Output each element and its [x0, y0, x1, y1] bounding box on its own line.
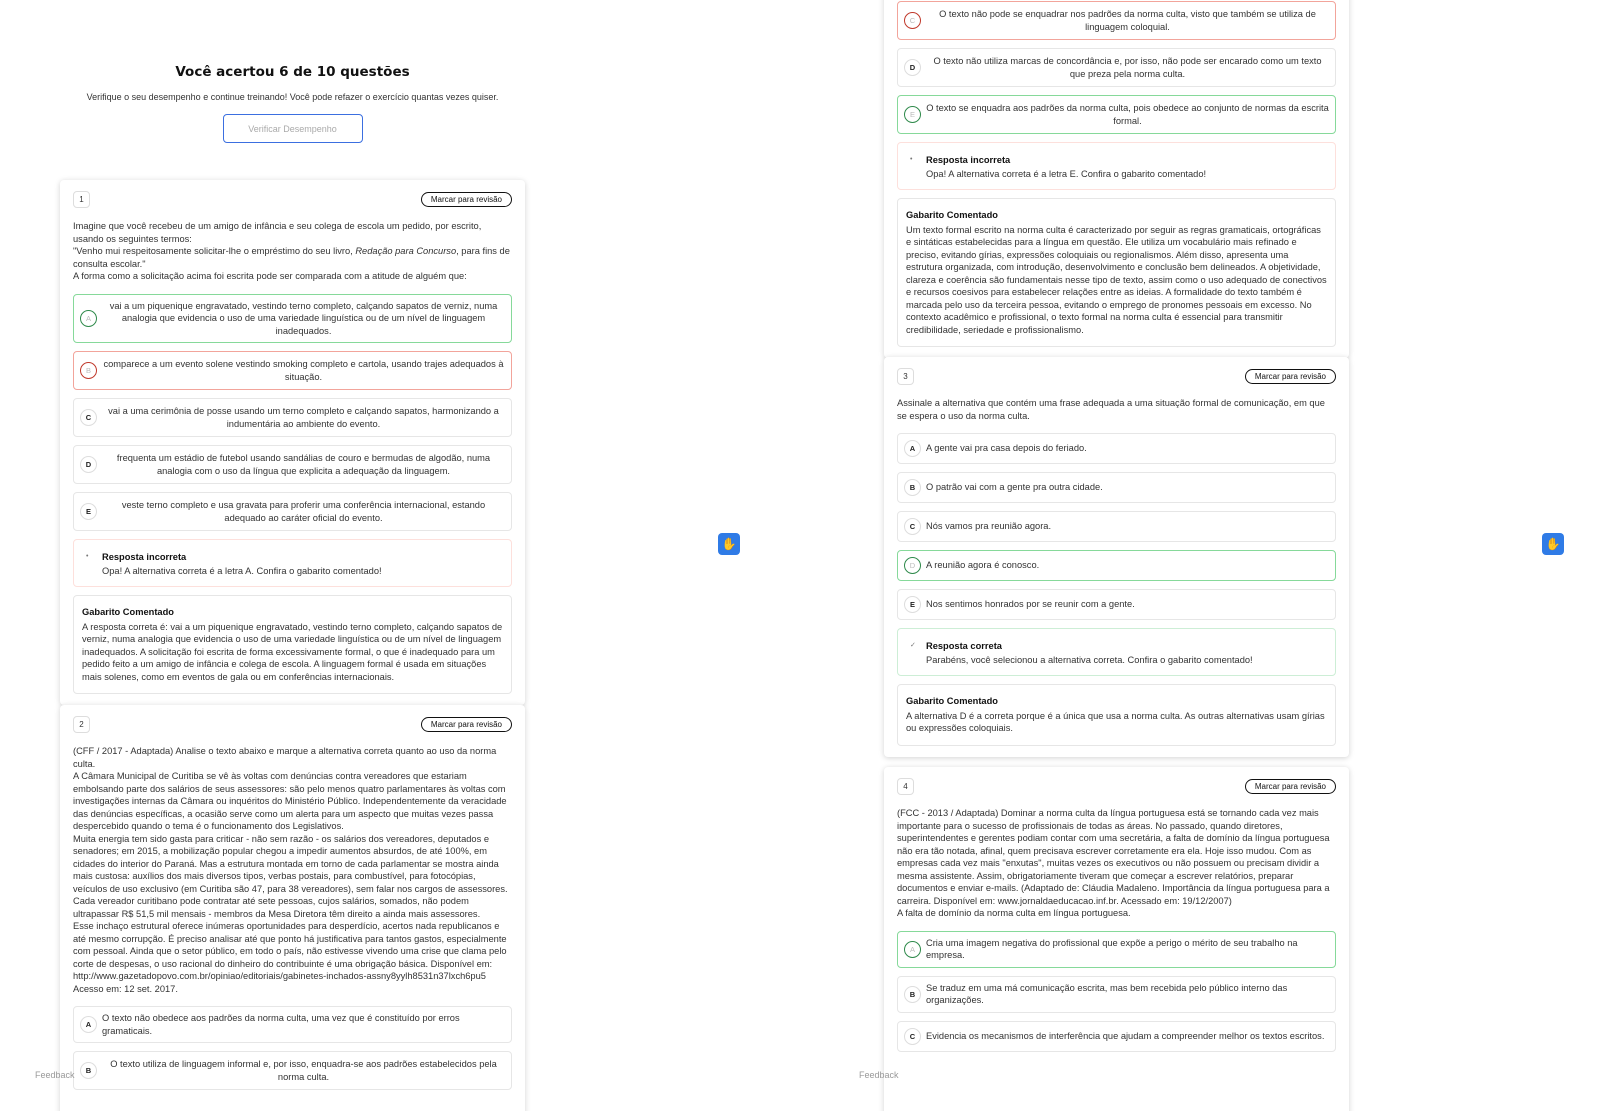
- commented-answer: [897, 684, 1336, 746]
- question-card-3: [884, 357, 1349, 757]
- verify-performance-button[interactable]: Verificar Desempenho: [223, 114, 363, 143]
- option-letter: C: [904, 518, 921, 535]
- option-b[interactable]: [73, 1051, 512, 1090]
- right-panel: [801, 0, 1602, 1111]
- option-a[interactable]: [897, 433, 1336, 464]
- feedback-title: Resposta correta: [926, 641, 1002, 651]
- commented-answer-title: Gabarito Comentado: [82, 607, 174, 617]
- statement-text: A Câmara Municipal de Curitiba se vê às voltas com denúncias contra vereadores que estariam embolsando parte dos salários de seus assessores: são pelo menos quatro parlamentares às voltas com investigações internas da Câmara ou inquéritos do Ministério Público. Independentemente da veracidade das denúncias específicas, a ocasião serve como um alerta para um aspecto que muitas vezes passa despercebido quando o tema é o funcionamento dos Legislativos.: [73, 771, 507, 831]
- book-title: Redação para Concurso: [355, 246, 457, 256]
- x-icon: •: [910, 156, 913, 163]
- option-a[interactable]: [73, 294, 512, 344]
- commented-answer-text: Um texto formal escrito na norma culta é caracterizado por seguir as regras gramaticais, ortográficas e sintáticas estabelecidas para a língua em questão. Ele utiliza um vocabulário mais refinado e preciso, evitando gírias, expressões coloquiais ou regionalismos. Além disso, apresenta uma estrutura organizada, com introdução, desenvolvimento e conclusão bem delineados. A objetividade, clareza e coerência são fundamentais nesse tipo de texto, assim como o uso adequado de conectivos e recursos coesivos para estabelecer relações entre as ideias. A formalidade do texto também é marcada pelo uso da terceira pessoa, evitando o emprego de pronomes pessoais em excesso. No contexto acadêmico e profissional, o texto formal na norma culta é essencial para transmitir credibilidade, seriedade e profissionalismo.: [906, 224, 1327, 335]
- answer-feedback: [73, 539, 512, 587]
- feedback-text: Opa! A alternativa correta é a letra A. Confira o gabarito comentado!: [102, 566, 382, 576]
- option-letter: C: [904, 1028, 921, 1045]
- mark-for-review-button[interactable]: Marcar para revisão: [1245, 369, 1336, 384]
- feedback-title: Resposta incorreta: [926, 155, 1011, 165]
- score-title: Você acertou 6 de 10 questões: [175, 64, 410, 80]
- commented-answer-text: A resposta correta é: vai a um piquenique engravatado, vestindo terno completo, calçando sapatos de verniz, numa analogia que evidencia o uso de uma variedade linguística ou de um nível de linguagem inadequados. A solicitação foi escrita de forma excessivamente formal, o que é inadequado para um pedido feito a um amigo de infância e colega de escola. A linguagem formal é usada em situações mais solenes, como em eventos de gala ou em conferências internacionais.: [82, 621, 503, 682]
- option-text: O patrão vai com a gente pra outra cidade.: [926, 482, 1103, 493]
- option-a[interactable]: [73, 1006, 512, 1043]
- question-statement: [897, 807, 1336, 920]
- question-card-4: [884, 767, 1349, 1111]
- option-text: O texto não pode se enquadrar nos padrões da norma culta, visto que também se utiliza de linguagem coloquial.: [939, 9, 1316, 32]
- option-c[interactable]: [73, 398, 512, 437]
- option-b[interactable]: [897, 472, 1336, 503]
- option-letter: D: [80, 456, 97, 473]
- commented-answer: [73, 595, 512, 694]
- option-text: A reunião agora é conosco.: [926, 560, 1040, 571]
- option-text: O texto utiliza de linguagem informal e, por isso, enquadra-se aos padrões estabelecidos pela norma culta.: [110, 1059, 497, 1082]
- option-letter: D: [904, 557, 921, 574]
- option-letter: B: [80, 1062, 97, 1079]
- commented-answer-title: Gabarito Comentado: [906, 696, 998, 706]
- mark-for-review-button[interactable]: Marcar para revisão: [421, 192, 512, 207]
- accessibility-hand-icon[interactable]: ✋: [1542, 533, 1564, 555]
- question-statement: Assinale a alternativa que contém uma frase adequada a uma situação formal de comunicação, em que se espera o uso da norma culta.: [897, 398, 1325, 421]
- option-text: vai a uma cerimônia de posse usando um terno completo e calçando sapatos, harmonizando a indumentária ao ambiente do evento.: [108, 406, 499, 429]
- feedback-link[interactable]: Feedback: [859, 1070, 899, 1080]
- statement-text: "Venho mui respeitosamente solicitar-lhe o empréstimo do seu livro,: [73, 246, 356, 256]
- option-c[interactable]: [897, 511, 1336, 542]
- question-number: 1: [73, 191, 90, 208]
- option-letter: B: [904, 479, 921, 496]
- question-statement: [73, 220, 512, 283]
- option-text: O texto não utiliza marcas de concordância e, por isso, não pode ser encarado como um texto que preza pela norma culta.: [933, 56, 1322, 79]
- feedback-text: Opa! A alternativa correta é a letra E. Confira o gabarito comentado!: [926, 169, 1207, 179]
- option-e[interactable]: [897, 589, 1336, 620]
- mark-for-review-button[interactable]: Marcar para revisão: [421, 717, 512, 732]
- statement-text: (FCC - 2013 / Adaptada) Dominar a norma culta da língua portuguesa está se tornando cada vez mais importante para o sucesso de profissionais de todas as áreas. No passado, quando diretores, superintendentes e gerentes podiam contar com uma secretária, a falta de domínio da língua portuguesa não era tão notada, afinal, quem precisava escrever corretamente era ela. Hoje isso mudou. Com as empresas cada vez mais "enxutas", muitas vezes os executivos ou não possuem ou precisam dividir a mesma assistente. Assim, obrigatoriamente tiveram que começar a escrever relatórios, preparar documentos e enviar e-mails. (Adaptado de: Cláudia Madaleno. Importância da língua portuguesa para a carreira. Disponível em: www.jornaldaeducacao.inf.br. Acessado em: 19/12/2007): [897, 808, 1330, 906]
- question-card-2-continued: [884, 0, 1349, 358]
- commented-answer: [897, 198, 1336, 347]
- option-letter: C: [904, 12, 921, 29]
- option-letter: B: [80, 362, 97, 379]
- answer-feedback: [897, 628, 1336, 676]
- statement-text: A falta de domínio da norma culta em língua portuguesa.: [897, 908, 1131, 918]
- option-letter: E: [904, 596, 921, 613]
- option-text: Nós vamos pra reunião agora.: [926, 521, 1052, 532]
- option-letter: B: [904, 986, 921, 1003]
- statement-text: Muita energia tem sido gasta para criticar - não sem razão - os salários dos vereadores, deputados e senadores; em 2015, a mobilização popular chegou a impedir aumentos absurdos, de até 100%, em cidades do interior do Paraná. Mas a estrutura montada em torno de cada parlamentar se mostra ainda mais custosa: auxílios dos mais diversos tipos, verbas postais, para combustível, para fotocópias, veículos de uso exclusivo (em Curitiba são 47, para 38 vereadores), sem falar nos cargos de assessores. Cada vereador curitibano pode contratar até sete pessoas, cujos salários, somados, não podem ultrapassar R$ 51,5 mil mensais - membros da Mesa Diretora têm direito a ainda mais assessores.: [73, 833, 508, 919]
- option-letter: A: [80, 1016, 97, 1033]
- question-number: 2: [73, 716, 90, 733]
- option-d[interactable]: [73, 445, 512, 484]
- option-text: vai a um piquenique engravatado, vestindo terno completo, calçando sapatos de verniz, numa analogia que evidencia o uso de uma variedade linguística ou de um nível de linguagem inadequados.: [109, 300, 498, 336]
- statement-text: , para fins de consulta escolar.": [73, 246, 510, 269]
- x-icon: •: [86, 553, 89, 560]
- question-card-2: [60, 705, 525, 1111]
- statement-text: (CFF / 2017 - Adaptada) Analise o texto abaixo e marque a alternativa correta quanto ao uso da norma culta.: [73, 746, 497, 769]
- option-text: Nos sentimos honrados por se reunir com a gente.: [926, 599, 1135, 610]
- statement-text: Imagine que você recebeu de um amigo de infância e seu colega de escola um pedido, por escrito, usando os seguintes termos:: [73, 221, 482, 244]
- option-d[interactable]: [897, 48, 1336, 87]
- question-number: 3: [897, 368, 914, 385]
- statement-text: Esse inchaço estrutural oferece inúmeras oportunidades para desperdício, acertos nada republicanos e até mesmo corrupção. É preciso analisar até que ponto há justificativa para tantos gastos, especialmente com pessoal. Ainda que o setor público, em todo o país, não estivesse vivendo uma crise que clama pelo corte de despesas, o uso racional do dinheiro do contribuinte é uma obrigação básica. Disponível em: http://www.gazetadopovo.com.br/opiniao/editoriais/gabinetes-inchados-assny8yylh8531n37lxch6pu5 Acesso em: 12 set. 2017.: [73, 921, 507, 994]
- option-letter: A: [80, 310, 97, 327]
- feedback-text: Parabéns, você selecionou a alternativa correta. Confira o gabarito comentado!: [926, 655, 1253, 665]
- option-text: comparece a um evento solene vestindo smoking completo e cartola, usando trajes adequados à situação.: [103, 359, 504, 382]
- option-letter: A: [904, 440, 921, 457]
- option-text: Se traduz em uma má comunicação escrita, mas bem recebida pelo público interno das organizações.: [926, 982, 1288, 1005]
- option-d[interactable]: [897, 550, 1336, 581]
- result-header: [60, 64, 525, 143]
- option-a[interactable]: [897, 931, 1336, 968]
- option-c[interactable]: [897, 1021, 1336, 1052]
- option-letter: D: [904, 59, 921, 76]
- option-b[interactable]: [897, 976, 1336, 1013]
- option-c[interactable]: [897, 1, 1336, 40]
- option-text: veste terno completo e usa gravata para proferir uma conferência internacional, estando adequado ao caráter oficial do evento.: [121, 500, 486, 523]
- feedback-title: Resposta incorreta: [102, 552, 187, 562]
- answer-feedback: [897, 142, 1336, 190]
- option-text: A gente vai pra casa depois do feriado.: [926, 443, 1087, 454]
- option-e[interactable]: [897, 95, 1336, 134]
- mark-for-review-button[interactable]: Marcar para revisão: [1245, 779, 1336, 794]
- option-e[interactable]: [73, 492, 512, 531]
- question-card-1: [60, 180, 525, 705]
- feedback-link[interactable]: Feedback: [35, 1070, 75, 1080]
- score-subtitle: Verifique o seu desempenho e continue treinando! Você pode refazer o exercício quantas vezes quiser.: [86, 92, 499, 102]
- statement-text: A forma como a solicitação acima foi escrita pode ser comparada com a atitude de alguém que:: [73, 271, 467, 281]
- option-text: O texto não obedece aos padrões da norma culta, uma vez que é constituído por erros gramaticais.: [102, 1013, 460, 1036]
- commented-answer-text: A alternativa D é a correta porque é a única que usa a norma culta. As outras alternativas usam gírias ou expressões coloquiais.: [906, 710, 1325, 733]
- commented-answer-title: Gabarito Comentado: [906, 210, 998, 220]
- option-text: O texto se enquadra aos padrões da norma culta, pois obedece ao conjunto de normas da escrita formal.: [926, 103, 1329, 126]
- accessibility-hand-icon[interactable]: ✋: [718, 533, 740, 555]
- option-text: Evidencia os mecanismos de interferência que ajudam a compreender melhor os textos escritos.: [926, 1030, 1325, 1041]
- option-letter: C: [80, 409, 97, 426]
- option-b[interactable]: [73, 351, 512, 390]
- check-icon: ✓: [910, 642, 916, 649]
- option-letter: A: [904, 941, 921, 958]
- question-statement: [73, 745, 512, 995]
- question-number: 4: [897, 778, 914, 795]
- option-letter: E: [904, 106, 921, 123]
- option-text: frequenta um estádio de futebol usando sandálias de couro e bermudas de algodão, numa analogia com o uso da língua que explicita a adequação da linguagem.: [116, 453, 491, 476]
- option-text: Cria uma imagem negativa do profissional que expõe a perigo o mérito de seu trabalho na empresa.: [926, 937, 1298, 960]
- option-letter: E: [80, 503, 97, 520]
